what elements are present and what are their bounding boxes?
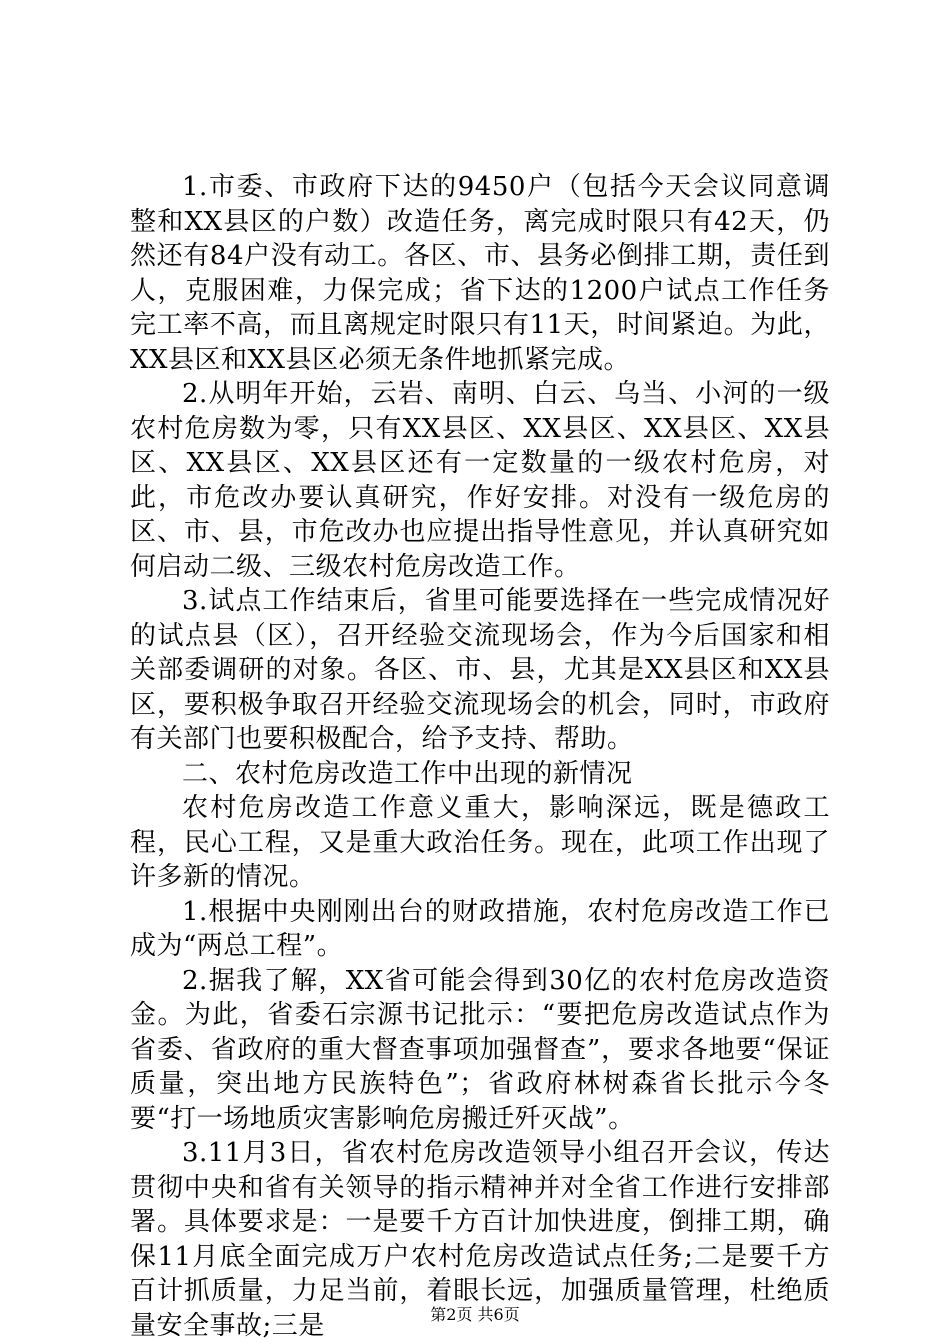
paragraph-3: 3.试点工作结束后，省里可能要选择在一些完成情况好的试点县（区），召开经验交流现场会，作为今后国家和相关部委调研的对象。各区、市、县，尤其是XX县区和XX县区，要积极争取召开经验交流现场会的机会，同时，市政府有关部门也要积极配合，给予支持、帮助。	[130, 586, 830, 754]
section-heading: 二、农村危房改造工作中出现的新情况	[182, 758, 633, 789]
paragraph-5: 2.据我了解，XX省可能会得到30亿的农村危房改造资金。为此，省委石宗源书记批示：“要把危房改造试点作为省委、省政府的重大督查事项加强督查”，要求各地要“保证质量，突出地方民族特色”；省政府林树森省长批示今冬要“打一场地质灾害影响危房搬迁歼灭战”。	[130, 965, 830, 1134]
page-footer: 第2页 共6页	[430, 1305, 520, 1324]
document-body	[130, 170, 830, 1343]
paragraph-intro: 农村危房改造工作意义重大，影响深远，既是德政工程，民心工程，又是重大政治任务。现在，此项工作出现了许多新的情况。	[130, 793, 830, 892]
paragraph-2: 2.从明年开始，云岩、南明、白云、乌当、小河的一级农村危房数为零，只有XX县区、XX县区、XX县区、XX县区、XX县区、XX县区还有一定数量的一级农村危房，对此，市危改办要认真研究，作好安排。对没有一级危房的区、市、县，市危改办也应提出指导性意见，并认真研究如何启动二级、三级农村危房改造工作。	[130, 379, 830, 582]
paragraph-4: 1.根据中央刚刚出台的财政措施，农村危房改造工作已成为“两总工程”。	[130, 896, 830, 961]
paragraph-6: 3.11月3日，省农村危房改造领导小组召开会议，传达贯彻中央和省有关领导的指示精神并对全省工作进行安排部署。具体要求是：一是要千方百计加快进度，倒排工期，确保11月底全面完成万户农村危房改造试点任务;二是要千方百计抓质量，力足当前，着眼长远，加强质量管理，杜绝质量安全事故;三是	[130, 1138, 830, 1341]
paragraph-1: 1.市委、市政府下达的9450户（包括今天会议同意调整和XX县区的户数）改造任务，离完成时限只有42天，仍然还有84户没有动工。各区、市、县务必倒排工期，责任到人，克服困难，力保完成；省下达的1200户试点工作任务完工率不高，而且离规定时限只有11天，时间紧迫。为此，XX县区和XX县区必须无条件地抓紧完成。	[130, 172, 830, 375]
